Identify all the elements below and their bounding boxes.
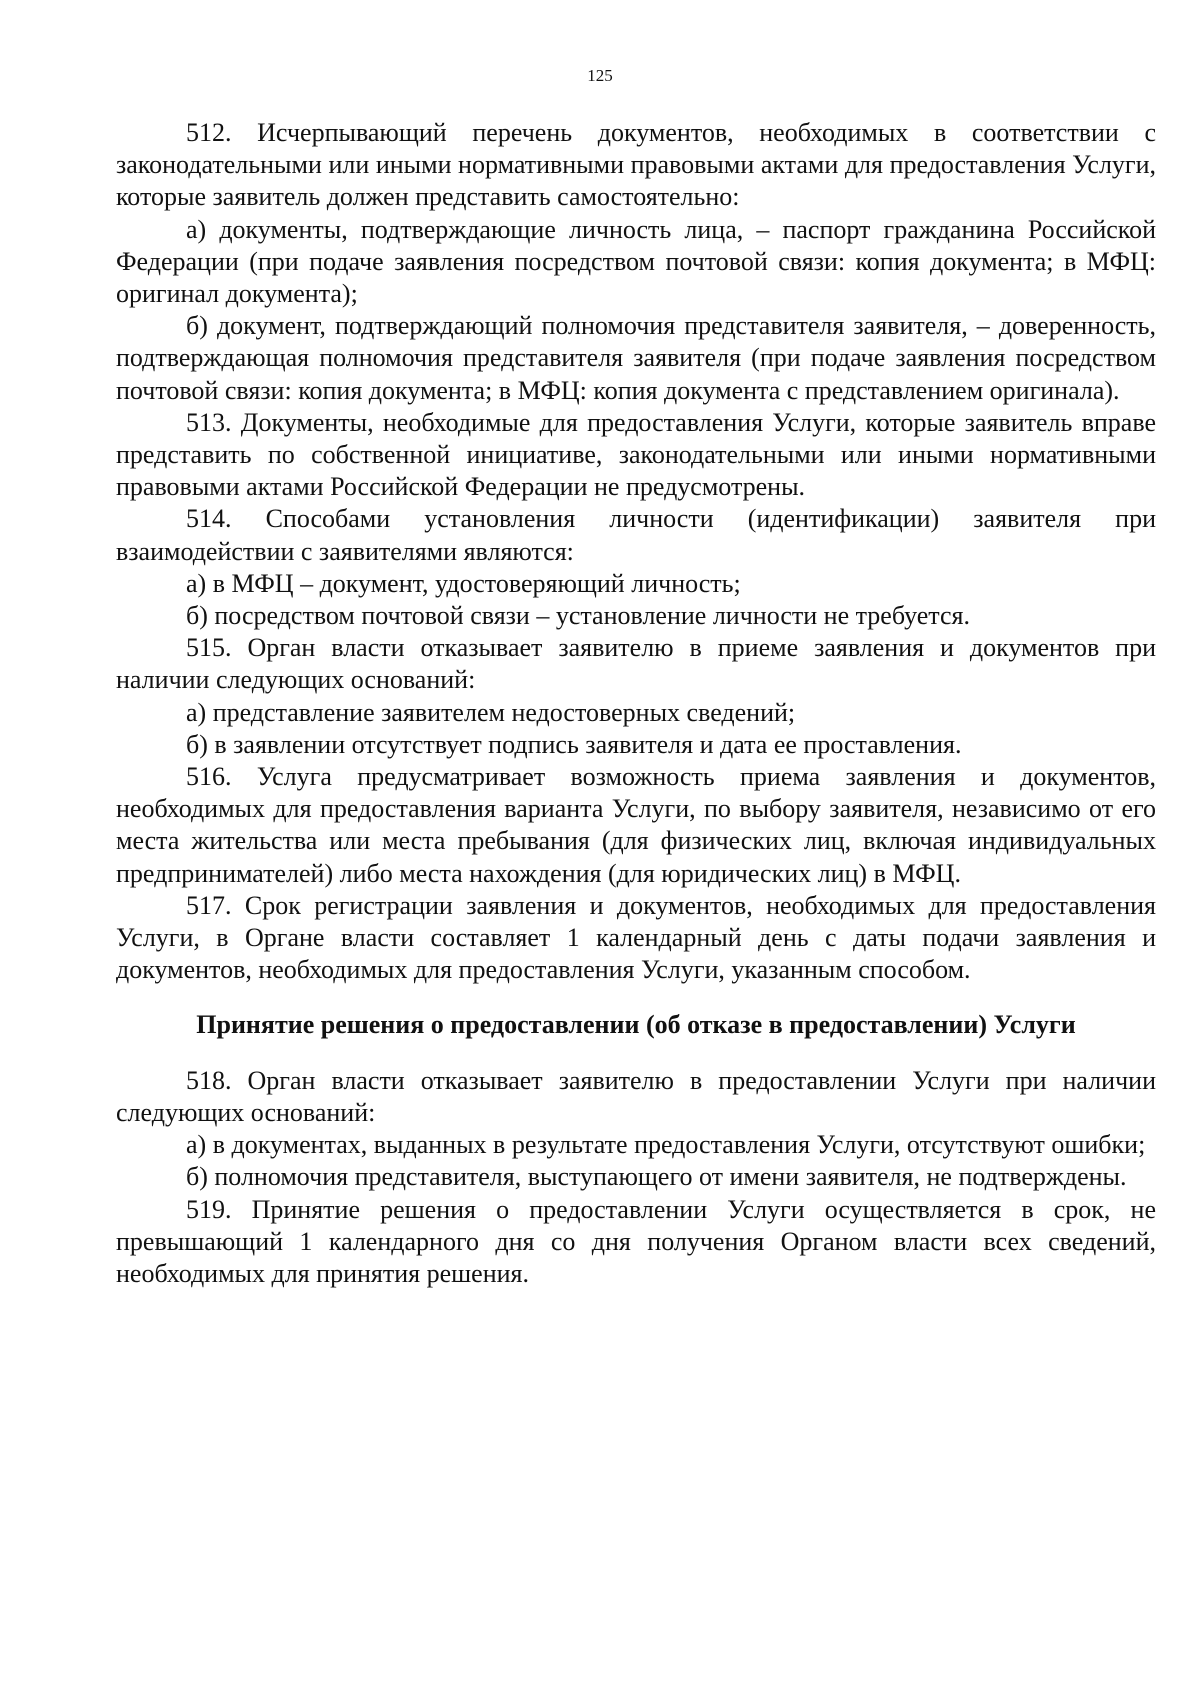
paragraph-516: 516. Услуга предусматривает возможность приема заявления и документов, необходимых для предоставления варианта Услуги, по выбору заявителя, независимо от его места жительства или места пребывания (для физических лиц, включая индивидуальных предпринимателей) либо места нахождения (для юридических лиц) в МФЦ.	[116, 762, 1156, 888]
paragraph-519: 519. Принятие решения о предоставлении Услуги осуществляется в срок, не превышающий 1 календарного дня со дня получения Органом власти всех сведений, необходимых для принятия решения.	[116, 1194, 1156, 1288]
paragraph-518: 518. Орган власти отказывает заявителю в предоставлении Услуги при наличии следующих оснований:	[116, 1065, 1156, 1127]
paragraph-512: 512. Исчерпывающий перечень документов, необходимых в соответствии с законодательными или иными нормативными правовыми актами для предоставления Услуги, которые заявитель должен представить самостоятельно:	[116, 118, 1156, 212]
page-number: 125	[587, 66, 613, 85]
paragraph-518-a: а) в документах, выданных в результате предоставления Услуги, отсутствуют ошибки;	[186, 1130, 1146, 1160]
document-body	[116, 117, 1156, 1290]
paragraph-512-b: б) документ, подтверждающий полномочия представителя заявителя, – доверенность, подтверждающая полномочия представителя заявителя (при подаче заявления посредством почтовой связи: копия документа; в МФЦ: копия документа с представлением оригинала).	[116, 311, 1156, 405]
paragraph-515: 515. Орган власти отказывает заявителю в приеме заявления и документов при наличии следующих оснований:	[116, 633, 1156, 695]
paragraph-517: 517. Срок регистрации заявления и документов, необходимых для предоставления Услуги, в Органе власти составляет 1 календарный день с даты подачи заявления и документов, необходимых для предоставления Услуги, указанным способом.	[116, 890, 1156, 985]
paragraph-514: 514. Способами установления личности (идентификации) заявителя при взаимодействии с заявителями являются:	[116, 504, 1156, 566]
paragraph-518-b: б) полномочия представителя, выступающего от имени заявителя, не подтверждены.	[186, 1162, 1127, 1192]
section-heading: Принятие решения о предоставлении (об отказе в предоставлении) Услуги	[196, 1010, 1076, 1040]
paragraph-515-b: б) в заявлении отсутствует подпись заявителя и дата ее проставления.	[186, 729, 962, 759]
paragraph-514-b: б) посредством почтовой связи – установление личности не требуется.	[186, 601, 970, 631]
paragraph-513: 513. Документы, необходимые для предоставления Услуги, которые заявитель вправе представить по собственной инициативе, законодательными или иными нормативными правовыми актами Российской Федерации не предусмотрены.	[116, 407, 1156, 502]
paragraph-515-a: а) представление заявителем недостоверных сведений;	[186, 697, 796, 727]
paragraph-514-a: а) в МФЦ – документ, удостоверяющий личность;	[186, 568, 741, 598]
paragraph-512-a: а) документы, подтверждающие личность лица, – паспорт гражданина Российской Федерации (при подаче заявления посредством почтовой связи: копия документа; в МФЦ: оригинал документа);	[116, 214, 1156, 309]
